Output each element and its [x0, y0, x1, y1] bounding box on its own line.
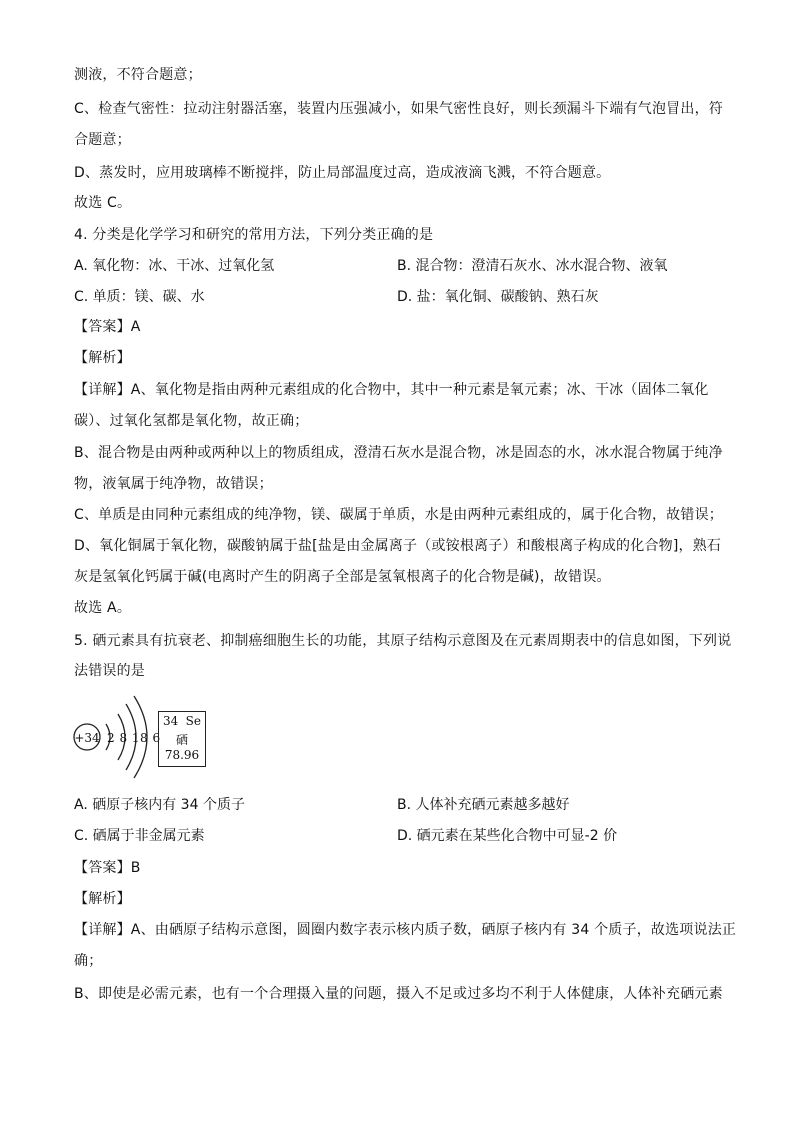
q4-detail-line: B、混合物是由两种或两种以上的物质组成，澄清石灰水是混合物，冰是固态的水，冰水混合物属于纯净 — [74, 445, 723, 461]
nucleus-charge: +34 — [74, 731, 100, 745]
element-symbol: Se — [185, 714, 201, 728]
q4-detail-line: 物，液氧属于纯净物，故错误； — [74, 476, 273, 492]
text-line: 故选 C。 — [74, 195, 132, 211]
q5-detail-line: 【详解】A、由硒原子结构示意图，圆圈内数字表示核内质子数，硒原子核内有 34 个质子，故选项说法正 — [74, 922, 737, 938]
q4-option-a: A. 氧化物：冰、干冰、过氧化氢 — [74, 258, 275, 274]
question-4-stem: 4. 分类是化学学习和研究的常用方法，下列分类正确的是 — [74, 227, 434, 243]
text-line: 测液，不符合题意； — [74, 67, 202, 83]
q4-detail-line: D、氧化铜属于氧化物，碳酸钠属于盐[盐是由金属离子（或铵根离子）和酸根离子构成的化合物]，熟石 — [74, 538, 722, 554]
atomic-number: 34 — [163, 714, 179, 728]
text-line: D、蒸发时，应用玻璃棒不断搅拌，防止局部温度过高，造成液滴飞溅，不符合题意。 — [74, 165, 611, 181]
question-5-stem: 5. 硒元素具有抗衰老、抑制癌细胞生长的功能，其原子结构示意图及在元素周期表中的信息如图，下列说 — [74, 633, 732, 649]
q5-analysis-heading: 【解析】 — [74, 891, 131, 907]
atomic-mass: 78.96 — [164, 748, 200, 762]
q5-detail-line: B、即使是必需元素，也有一个合理摄入量的问题，摄入不足或过多均不利于人体健康，人体补充硒元素 — [74, 986, 723, 1002]
q4-option-b: B. 混合物：澄清石灰水、冰水混合物、液氧 — [397, 258, 668, 274]
text-line: 合题意； — [74, 132, 131, 148]
q4-detail-line: C、单质是由同种元素组成的纯净物，镁、碳属于单质，水是由两种元素组成的，属于化合物，故错误； — [74, 507, 723, 523]
q4-detail-line: 【详解】A、氧化物是指由两种元素组成的化合物中，其中一种元素是氧元素；冰、干冰（固体二氧化 — [74, 382, 709, 398]
question-5-stem-cont: 法错误的是 — [74, 663, 145, 679]
text-line: C、检查气密性：拉动注射器活塞，装置内压强减小，如果气密性良好，则长颈漏斗下端有气泡冒出，符 — [74, 101, 723, 117]
element-cell — [158, 711, 206, 767]
q4-detail-line: 故选 A。 — [74, 600, 132, 616]
q5-option-c: C. 硒属于非金属元素 — [74, 828, 205, 844]
q4-detail-line: 碳）、过氧化氢都是氧化物，故正确； — [74, 413, 309, 429]
element-name: 硒 — [175, 733, 188, 747]
q4-detail-line: 灰是氢氧化钙属于碱(电离时产生的阴离子全部是氢氧根离子的化合物是碱)，故错误。 — [74, 569, 611, 585]
q4-analysis-heading: 【解析】 — [74, 350, 131, 366]
q4-answer: 【答案】A — [74, 319, 141, 335]
q4-option-d: D. 盐：氧化铜、碳酸钠、熟石灰 — [397, 289, 599, 305]
q5-answer: 【答案】B — [74, 860, 141, 876]
q5-option-d: D. 硒元素在某些化合物中可显-2 价 — [397, 828, 618, 844]
q4-option-c: C. 单质：镁、碳、水 — [74, 289, 205, 305]
electron-counts: 2 8 18 6 — [107, 731, 161, 745]
q5-detail-line: 确； — [74, 953, 103, 969]
q5-option-b: B. 人体补充硒元素越多越好 — [397, 797, 570, 813]
q5-option-a: A. 硒原子核内有 34 个质子 — [74, 797, 245, 813]
